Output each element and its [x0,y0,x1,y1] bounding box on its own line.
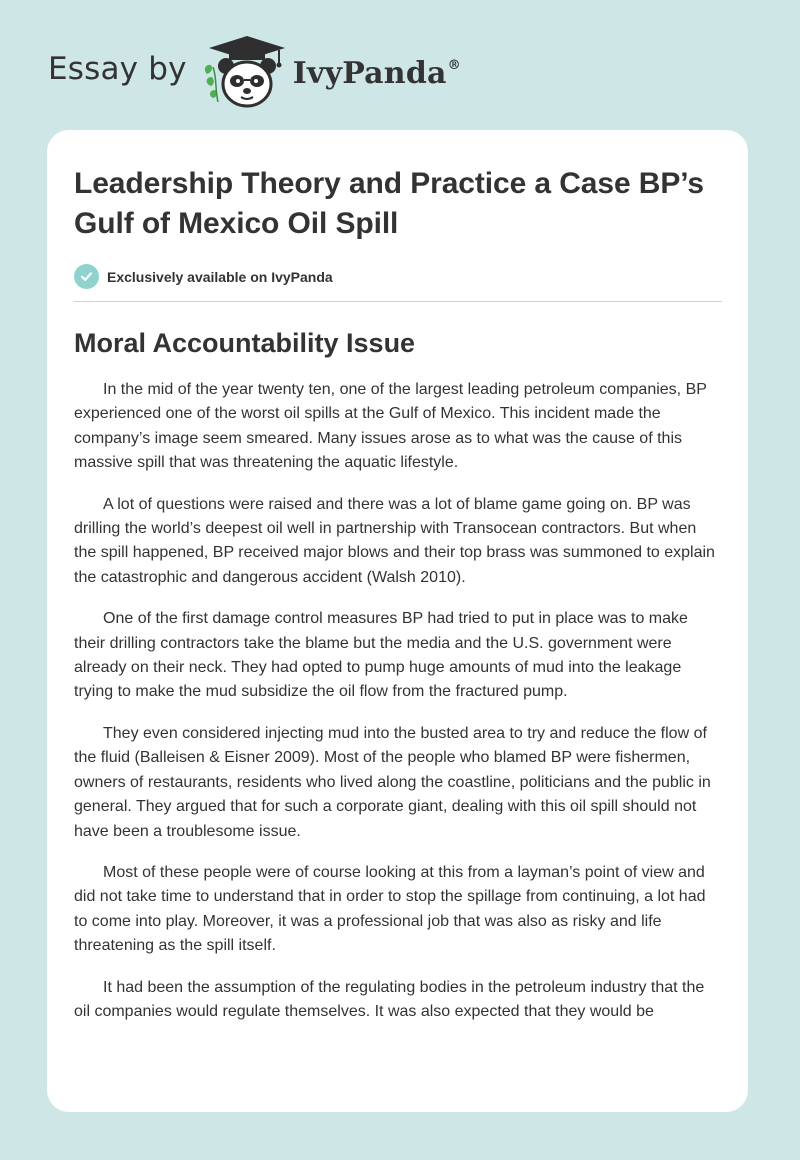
brand-text: IvyPanda [292,55,447,91]
divider [74,301,722,302]
paragraph: One of the first damage control measures BP had tried to put in place was to make their drilling contractors take the blame but the media and the U.S. government were already on their neck. They had opted to pump huge amounts of mud into the leakage trying to make the mud subsidize the oil flow from the fractured pump. [74,610,688,701]
section-heading: Moral Accountability Issue [74,328,416,358]
registered-mark: ® [447,57,461,73]
page-title: Leadership Theory and Practice a Case BP’s Gulf of Mexico Oil Spill [74,167,704,240]
check-icon [74,264,99,289]
exclusive-badge [74,264,722,289]
essay-card [47,130,748,1112]
essay-by-label: Essay by [48,51,187,87]
paragraph: It had been the assumption of the regulating bodies in the petroleum industry that the oil companies would regulate themselves. It was also expected that they would be [74,978,705,1020]
panda-logo-icon[interactable] [201,34,289,110]
brand-name[interactable] [293,56,461,91]
exclusive-label: Exclusively available on IvyPanda [107,268,333,285]
site-header [48,34,648,110]
paragraph: They even considered injecting mud into the busted area to try and reduce the flow of the fluid (Balleisen & Eisner 2009). Most of the people who blamed BP were fishermen, owners of restaurants, residents who lived along the coastline, politicians and the public in general. They argued that for such a corporate giant, dealing with this oil spill should not have been a troublesome issue. [74,724,711,840]
paragraph: A lot of questions were raised and there was a lot of blame game going on. BP was drilling the world’s deepest oil well in partnership with Transocean contractors. But when the spill happened, BP received major blows and their top brass was summoned to explain the catastrophic and dangerous accident (Walsh 2010). [74,495,715,586]
paragraph: Most of these people were of course looking at this from a layman’s point of view and did not take time to understand that in order to stop the spillage from continuing, a lot had to come into play. Moreover, it was a professional job that was also as risky and life threatening as the spill itself. [74,863,706,955]
paragraph: In the mid of the year twenty ten, one of the largest leading petroleum companies, BP experienced one of the worst oil spills at the Gulf of Mexico. This incident made the company’s image seem smeared. Many issues arose as to what was the cause of this massive spill that was threatening the aquatic lifestyle. [74,381,707,472]
